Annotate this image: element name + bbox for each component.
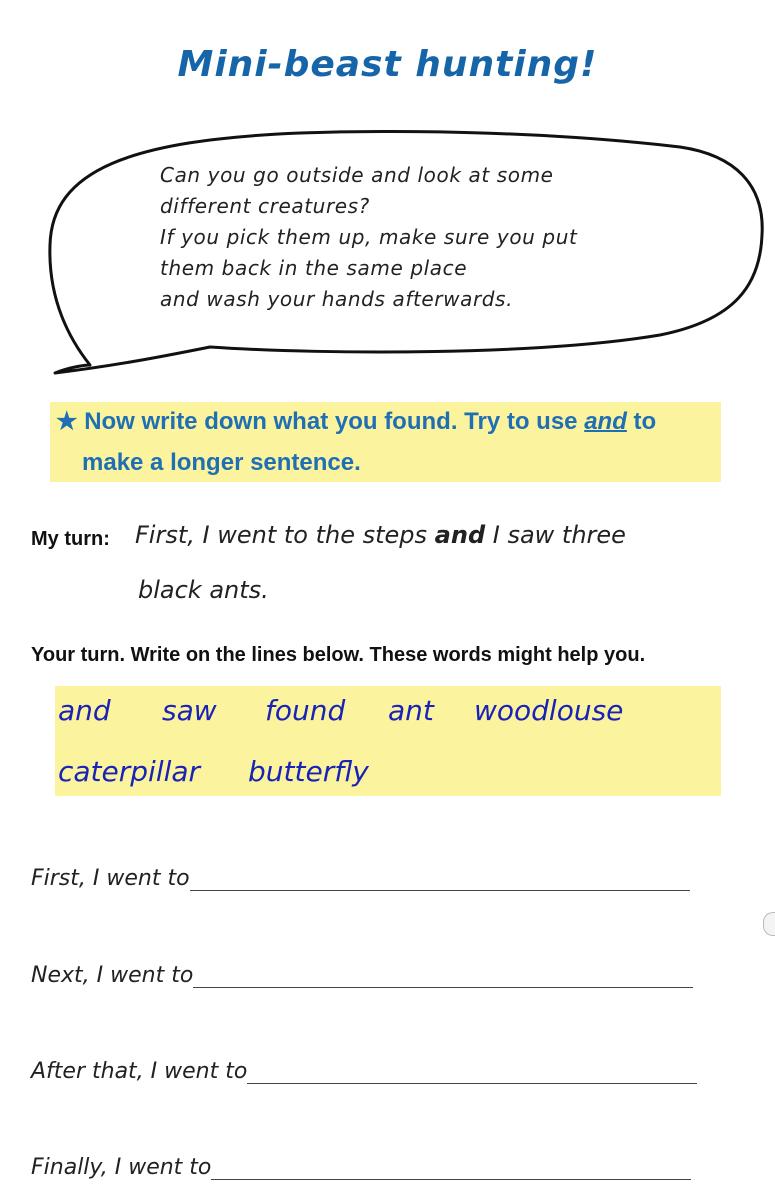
writing-line-first (31, 866, 690, 891)
star-icon: ★ (56, 408, 78, 435)
writing-line-finally (31, 1155, 691, 1180)
my-turn-example-line-2: black ants. (138, 576, 269, 604)
my-turn-label: My turn: (31, 528, 110, 550)
bubble-line: Can you go outside and look at some (160, 163, 554, 187)
example-text: First, I went to the steps (135, 521, 435, 549)
example-and-word: and (434, 521, 486, 549)
word-bank-item: butterfly (248, 755, 369, 788)
bubble-line: different creatures? (160, 194, 370, 218)
task-instruction-line-1 (56, 407, 656, 436)
word-bank-item: and (58, 694, 111, 727)
my-turn-example (135, 521, 626, 549)
answer-line[interactable] (247, 1062, 697, 1084)
task-text: Now write down what you found. Try to use (84, 408, 585, 435)
sentence-starter: First, I went to (31, 866, 190, 891)
word-bank-item: saw (162, 694, 217, 727)
sentence-starter: Next, I went to (31, 963, 194, 988)
task-and-word: and (584, 408, 627, 435)
word-bank-item: ant (388, 694, 434, 727)
writing-line-next (31, 963, 693, 988)
sentence-starter: Finally, I went to (31, 1155, 212, 1180)
answer-line[interactable] (211, 1158, 691, 1180)
bubble-line: If you pick them up, make sure you put (160, 225, 578, 249)
speech-bubble-text (160, 160, 720, 315)
word-bank-item: found (265, 694, 346, 727)
example-text-after: I saw three (485, 521, 626, 549)
bubble-line: them back in the same place (160, 256, 468, 280)
answer-line[interactable] (193, 966, 693, 988)
task-text-after: to (626, 408, 657, 435)
page-title: Mini-beast hunting! (177, 44, 598, 85)
word-bank-item: caterpillar (58, 755, 201, 788)
word-bank-item: woodlouse (474, 694, 624, 727)
writing-line-after-that (31, 1059, 697, 1084)
your-turn-instruction: Your turn. Write on the lines below. These words might help you. (31, 644, 646, 666)
task-instruction-line-2: make a longer sentence. (82, 449, 361, 476)
bubble-line: and wash your hands afterwards. (160, 287, 514, 311)
sentence-starter: After that, I went to (31, 1059, 248, 1084)
scroll-handle[interactable] (763, 912, 775, 936)
answer-line[interactable] (190, 869, 690, 891)
